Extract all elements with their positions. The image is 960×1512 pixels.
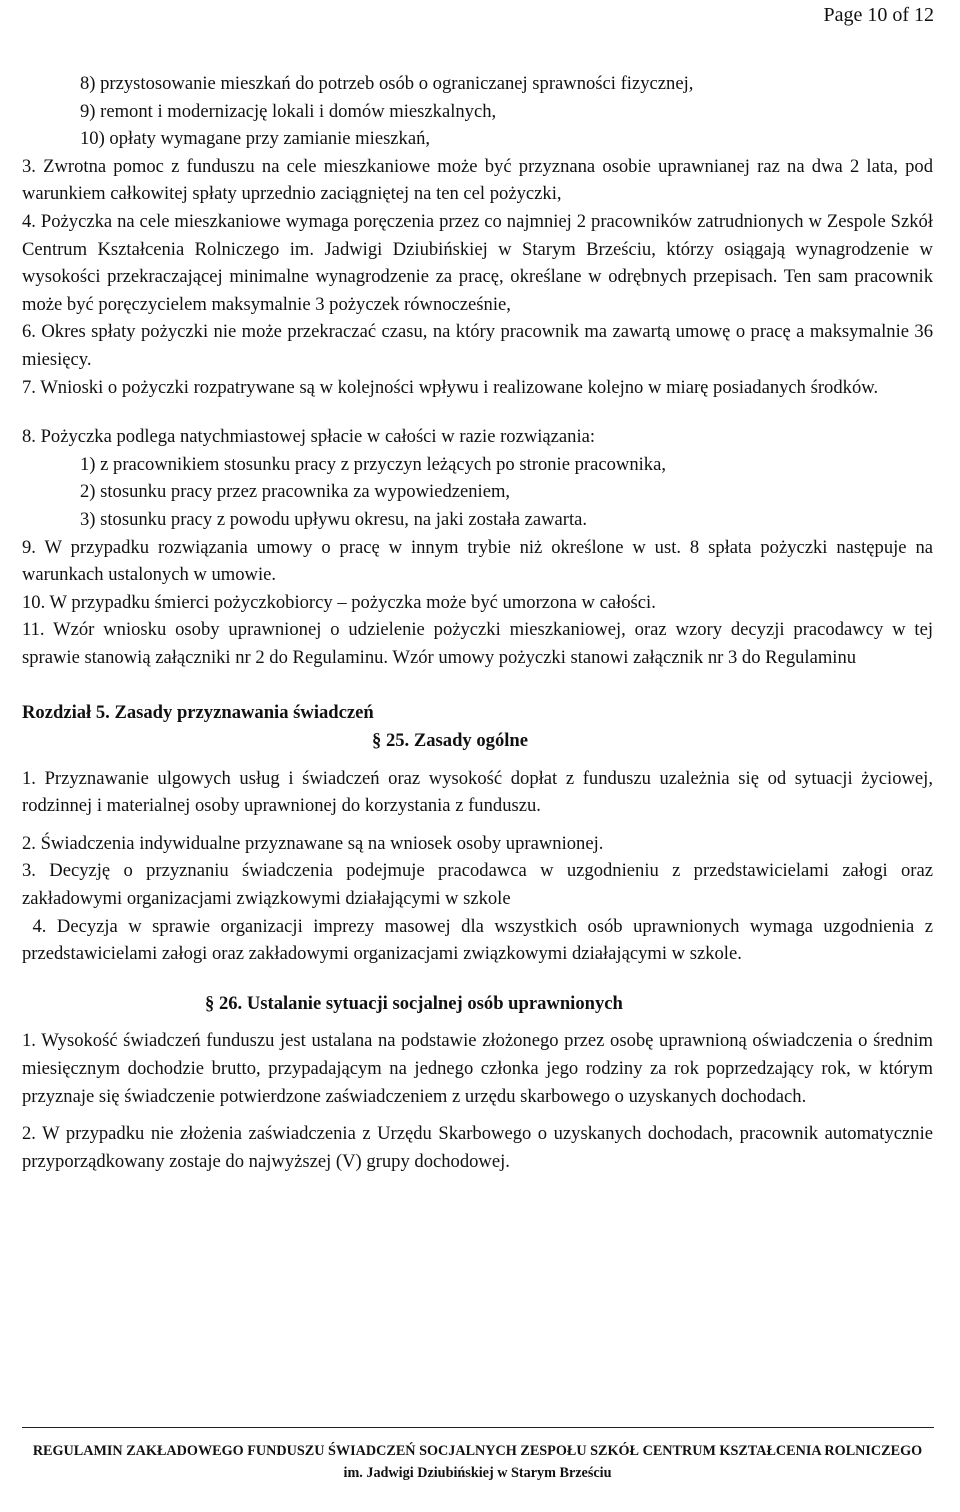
list-item: 2) stosunku pracy przez pracownika za wypowiedzeniem,	[80, 481, 511, 503]
paragraph-11: 11. Wzór wniosku osoby uprawnionej o udzielenie pożyczki mieszkaniowej, oraz wzory decyzji pracodawcy w tej sprawie stanowią załączniki nr 2 do Regulaminu. Wzór umowy pożyczki stanowi załącznik nr 3 do Regulaminu	[22, 619, 933, 668]
paragraph-9: 9. W przypadku rozwiązania umowy o pracę w innym trybie niż określone w ust. 8 spłata pożyczki następuje na warunkach ustalonych w umowie.	[22, 536, 933, 586]
section-heading-25	[22, 727, 933, 755]
paragraph-6: 6. Okres spłaty pożyczki nie może przekraczać czasu, na który pracownik ma zawartą umowę o pracę a maksymalnie 36 miesięcy.	[22, 321, 933, 370]
spacer	[22, 755, 933, 765]
paragraph-4: 4. Pożyczka na cele mieszkaniowe wymaga poręczenia przez co najmniej 2 pracowników zatrudnionych w Zespole Szkół Centrum Kształcenia Rolniczego im. Jadwigi Dziubińskiej w Starym Brześciu, którzy osiągają wynagrodzenie w wysokości przekraczającej minimalne wynagrodzenie za pracę, określane w odrębnych przepisach. Ten sam pracownik może być poręczycielem maksymalnie 3 pożyczek równocześnie,	[22, 210, 933, 315]
spacer	[22, 1017, 933, 1027]
section-25-paragraph-2: 2. Świadczenia indywidualne przyznawane są na wniosek osoby uprawnionej.	[22, 832, 604, 854]
paragraph-8-intro: 8. Pożyczka podlega natychmiastowej spłacie w całości w razie rozwiązania:	[22, 426, 596, 448]
page-number: Page 10 of 12	[823, 4, 934, 26]
paragraph-3: 3. Zwrotna pomoc z funduszu na cele mieszkaniowe może być przyznana osobie uprawnianej raz na dwa 2 lata, pod warunkiem całkowitej spłaty uprzednio zaciągniętej na ten cel pożyczki,	[22, 155, 933, 205]
spacer	[22, 401, 933, 423]
spacer	[22, 820, 933, 830]
list-item: 10) opłaty wymagane przy zamianie mieszkań,	[80, 128, 431, 150]
spacer	[22, 968, 933, 990]
footer-title: REGULAMIN ZAKŁADOWEGO FUNDUSZU ŚWIADCZEŃ SOCJALNYCH ZESPOŁU SZKÓŁ CENTRUM KSZTAŁCENIA ROLNICZEGO	[32, 1443, 923, 1459]
chapter-heading: Rozdział 5. Zasady przyznawania świadczeń	[22, 702, 374, 724]
section-symbol: §	[372, 730, 382, 752]
section-title: 25. Zasady ogólne	[385, 730, 529, 752]
footer-divider	[22, 1427, 934, 1428]
list-item: 1) z pracownikiem stosunku pracy z przyczyn leżących po stronie pracownika,	[80, 453, 666, 475]
list-item: 8) przystosowanie mieszkań do potrzeb osób o ograniczanej sprawności fizycznej,	[80, 73, 694, 94]
list-item: 9) remont i modernizację lokali i domów mieszkalnych,	[80, 100, 497, 122]
section-25-paragraph-3: 3. Decyzję o przyznaniu świadczenia podejmuje pracodawca w uzgodnieniu z przedstawicielami załogi oraz zakładowymi organizacjami związkowymi działającymi w szkole	[22, 860, 933, 910]
paragraph-7: 7. Wnioski o pożyczki rozpatrywane są w kolejności wpływu i realizowane kolejno w miarę posiadanych środków.	[22, 376, 879, 398]
section-heading-26	[22, 990, 933, 1018]
footer	[22, 1440, 933, 1484]
section-26-paragraph-2: 2. W przypadku nie złożenia zaświadczenia z Urzędu Skarbowego o uzyskanych dochodach, pracownik automatycznie przyporządkowany zostaje do najwyższej (V) grupy dochodowej.	[22, 1123, 933, 1172]
section-25-paragraph-4: 4. Decyzja w sprawie organizacji imprezy masowej dla wszystkich osób uprawnionych wymaga uzgodnienia z przedstawicielami załogi oraz zakładowymi organizacjami związkowymi działającymi w szkole.	[22, 915, 938, 965]
footer-subtitle: im. Jadwigi Dziubińskiej w Starym Brześciu	[343, 1465, 612, 1481]
spacer	[22, 671, 933, 699]
section-symbol: §	[205, 992, 215, 1014]
section-25-paragraph-1: 1. Przyznawanie ulgowych usług i świadczeń oraz wysokość dopłat z funduszu uzależnia się od sytuacji życiowej, rodzinnej i materialnej osoby uprawnionej do korzystania z funduszu.	[22, 767, 933, 817]
section-title: 26. Ustalanie sytuacji socjalnej osób uprawnionych	[218, 992, 623, 1014]
document-body	[22, 70, 938, 1175]
section-26-paragraph-1: 1. Wysokość świadczeń funduszu jest ustalana na podstawie złożonego przez osobę uprawnioną oświadczenia o średnim miesięcznym dochodzie brutto, przypadającym na jednego członka jego rodziny za rok poprzedzający rok, w którym przyznaje się świadczenie potwierdzone zaświadczeniem z urzędu skarbowego o uzyskanych dochodach.	[22, 1030, 933, 1107]
spacer	[22, 1110, 933, 1120]
list-item: 3) stosunku pracy z powodu upływu okresu, na jaki została zawarta.	[80, 508, 588, 530]
paragraph-10: 10. W przypadku śmierci pożyczkobiorcy – pożyczka może być umorzona w całości.	[22, 591, 656, 613]
